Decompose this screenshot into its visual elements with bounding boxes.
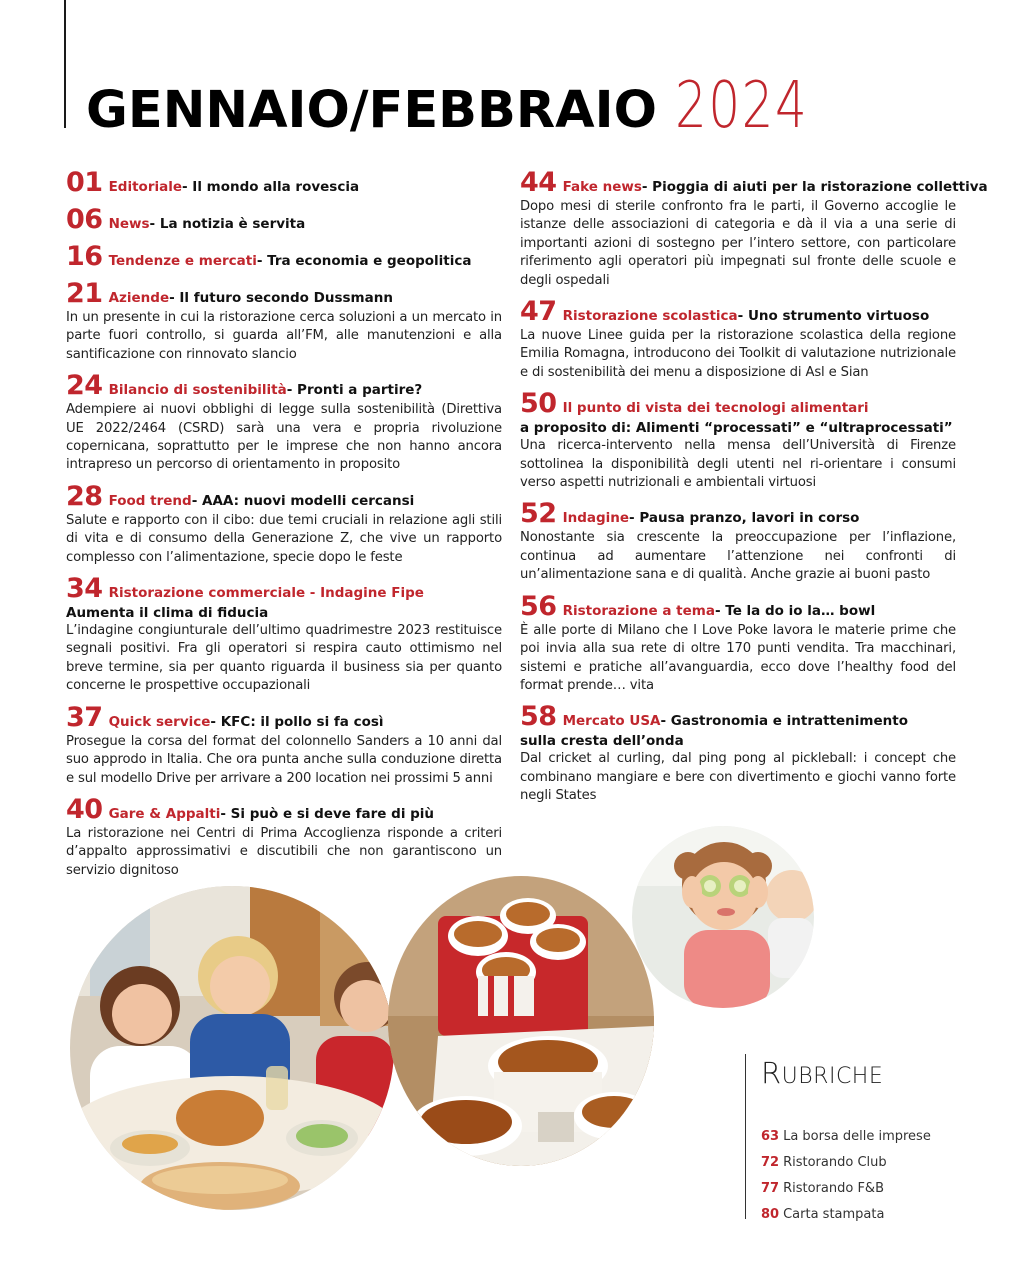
rubriche-rule: [745, 1054, 746, 1219]
toc-article-title: - Il mondo alla rovescia: [182, 179, 360, 195]
rubriche-label: Ristorando Club: [783, 1155, 887, 1170]
toc-entry[interactable]: [520, 167, 988, 290]
toc-article-summary: Una ricerca-intervento nella mensa dell’Università di Firenze sottolinea la disponibilità degli utenti nel ri-orientare i consumi verso aspetti nutrizionali e ambientali virtuosi: [520, 438, 956, 491]
rubriche-item[interactable]: [761, 1150, 931, 1176]
rubriche-label: Carta stampata: [783, 1207, 885, 1222]
toc-page-number: 21: [66, 278, 103, 309]
toc-entry-heading: [520, 592, 956, 622]
toc-page-number: 34: [66, 573, 103, 605]
toc-page-number: 56: [520, 590, 557, 622]
toc-entry[interactable]: [520, 297, 956, 382]
toc-section-name: Bilancio di sostenibilità: [108, 382, 287, 399]
toc-entry[interactable]: [66, 482, 502, 567]
toc-page-number: 40: [66, 793, 103, 825]
toc-entry-heading: [66, 168, 502, 198]
fried-chicken-buckets-photo: [388, 876, 654, 1166]
toc-section-name: Mercato USA: [562, 713, 661, 730]
toc-entry[interactable]: [66, 242, 502, 272]
toc-article-title: - Si può e si deve fare di più: [220, 805, 435, 822]
toc-entry-heading: [66, 371, 502, 401]
toc-entry[interactable]: [520, 702, 956, 805]
toc-section-name: News: [108, 216, 150, 232]
toc-article-summary: Nonostante sia crescente la preoccupazione per l’inflazione, continua ad aumentare l’attenzione nei confronti di un’alimentazione sana e di qualità. Anche grazie ai buoni pasto: [520, 530, 956, 583]
rubriche-item[interactable]: [761, 1202, 931, 1228]
toc-article-summary: La nuove Linee guida per la ristorazione scolastica della regione Emilia Romagna, introducono dei Toolkit di valutazione nutrizionale e di sostenibilità dei menu a disposizione di Asl e Sian: [520, 328, 956, 380]
toc-page-number: 28: [66, 480, 103, 512]
toc-section-name: Gare & Appalti: [108, 805, 221, 822]
toc-article-title: - Uno strumento virtuoso: [737, 308, 930, 325]
toc-article-title: - Pronti a partire?: [286, 382, 423, 399]
toc-entry-heading: [66, 279, 502, 309]
header-rule: [64, 0, 66, 128]
toc-entry[interactable]: [66, 205, 502, 235]
toc-entry-heading: [520, 297, 956, 327]
toc-article-summary: È alle porte di Milano che I Love Poke lavora le materie prime che poi invia alla sua rete di oltre 170 punti vendita. Tra macchinari, sistemi e pratiche all’avanguardia, ecco dove l’healthy food del format prende… vita: [520, 622, 956, 693]
toc-article-title: - KFC: il pollo si fa così: [210, 713, 384, 730]
toc-left-column: [66, 168, 502, 887]
rubriche-item[interactable]: [761, 1124, 931, 1150]
toc-entry[interactable]: [66, 168, 502, 198]
toc-right-column: [520, 167, 988, 813]
toc-section-name: Aziende: [108, 290, 170, 306]
rubriche-label: La borsa delle imprese: [783, 1129, 931, 1144]
toc-article-summary: In un presente in cui la ristorazione cerca soluzioni a un mercato in parte fuori controllo, si guarda all’FM, alle manutenzioni e alla santificazione con rinnovato slancio: [66, 310, 502, 362]
toc-page-number: 50: [520, 388, 557, 420]
toc-entry[interactable]: [520, 499, 956, 584]
toc-article-summary: Adempiere ai nuovi obblighi di legge sulla sostenibilità (Direttiva UE 2022/2464 (CSRD) sarà una vera e propria rivoluzione copernicana, soprattutto per le imprese che non hanno ancora intrapreso un percorso di orientamento in proposito: [66, 402, 502, 473]
toc-page-number: 37: [66, 701, 103, 733]
toc-page-number: 52: [520, 498, 557, 530]
toc-section-name: Editoriale: [108, 179, 182, 195]
toc-entry[interactable]: [66, 574, 502, 696]
toc-entry-heading: [66, 703, 502, 733]
toc-entry[interactable]: [520, 389, 956, 492]
rubriche-label: Ristorando F&B: [783, 1181, 884, 1196]
toc-section-name: Ristorazione commerciale - Indagine Fipe: [108, 585, 424, 602]
toc-article-title: - La notizia è servita: [149, 216, 306, 232]
toc-section-name: Fake news: [562, 179, 642, 195]
toc-section-name: Ristorazione scolastica: [562, 308, 738, 325]
toc-entry[interactable]: [66, 371, 502, 475]
toc-page-number: 01: [66, 167, 103, 198]
toc-entry-heading: [520, 389, 956, 419]
toc-section-name: Tendenze e mercati: [108, 253, 257, 269]
toc-page-number: 47: [520, 296, 557, 328]
toc-entry[interactable]: [66, 703, 502, 788]
toc-article-summary: L’indagine congiunturale dell’ultimo quadrimestre 2023 restituisce segnali positivi. Fra gli operatori si respira cauto ottimismo nel breve termine, sia per quanto riguarda il business sia per quanto concerne le prospettive occupazionali: [66, 623, 502, 694]
toc-article-subtitle: Aumenta il clima di fiducia: [66, 605, 269, 622]
toc-article-title: - Pioggia di aiuti per la ristorazione collettiva: [641, 179, 988, 195]
rubriche-page-number: 72: [761, 1155, 780, 1170]
toc-article-title: - Tra economia e geopolitica: [256, 253, 472, 269]
toc-article-title: - Il futuro secondo Dussmann: [169, 290, 393, 306]
toc-entry-heading: [66, 795, 502, 825]
toc-entry[interactable]: [66, 795, 502, 880]
masthead: [86, 66, 906, 146]
toc-article-title: - Te la do io la… bowl: [714, 602, 876, 619]
rubriche-title-initial: R: [761, 1056, 782, 1090]
toc-section-name: Il punto di vista dei tecnologi alimentari: [562, 400, 869, 417]
toc-article-title: - AAA: nuovi modelli cercansi: [191, 492, 415, 509]
toc-article-summary: Dal cricket al curling, dal ping pong al pickleball: i concept che combinano mangiare e bere con divertimento e giochi vanno forte negli States: [520, 751, 956, 804]
toc-page-number: 44: [520, 167, 557, 198]
toc-section-name: Food trend: [108, 492, 192, 509]
rubriche-title: [761, 1056, 883, 1090]
toc-entry-heading: [520, 167, 988, 198]
rubriche-item[interactable]: [761, 1176, 931, 1202]
family-dinner-photo: [70, 886, 394, 1210]
toc-article-subtitle: a proposito di: Alimenti “processati” e “ultraprocessati”: [520, 420, 953, 437]
toc-entry[interactable]: [66, 279, 502, 364]
toc-article-title: - Gastronomia e intrattenimento: [660, 713, 908, 730]
rubriche-list: [761, 1124, 931, 1228]
toc-entry-heading: [66, 242, 502, 272]
toc-page-number: 58: [520, 701, 557, 733]
toc-entry-heading: [520, 702, 956, 732]
toc-article-subtitle: sulla cresta dell’onda: [520, 733, 684, 750]
toc-entry-heading: [66, 482, 502, 512]
toc-section-name: Ristorazione a tema: [562, 602, 715, 619]
toc-entry[interactable]: [520, 592, 956, 696]
toc-entry-heading: [66, 205, 502, 235]
rubriche-page-number: 80: [761, 1207, 780, 1222]
toc-page-number: 06: [66, 204, 103, 235]
rubriche-title-rest: UBRICHE: [781, 1064, 884, 1089]
toc-article-summary: La ristorazione nei Centri di Prima Accoglienza risponde a criteri d’appalto approssimativi e discutibili che non garantiscono un servizio dignitoso: [66, 825, 502, 878]
toc-article-summary: Dopo mesi di sterile confronto fra le parti, il Governo accoglie le istanze delle associazioni di categoria e dà il via a una serie di importanti azioni di sostegno per l’intero settore, con particolare riferimento agli operatori più impegnati sul fronte delle scuole e degli ospedali: [520, 199, 956, 288]
rubriche-page-number: 77: [761, 1181, 780, 1196]
toc-article-title: - Pausa pranzo, lavori in corso: [629, 510, 860, 527]
toc-entry-heading: [520, 499, 956, 529]
toc-entry-heading: [66, 574, 502, 604]
toc-section-name: Indagine: [562, 510, 630, 527]
rubriche-page-number: 63: [761, 1129, 780, 1144]
toc-page-number: 24: [66, 370, 103, 402]
toc-page-number: 16: [66, 241, 103, 272]
issue-months: GENNAIO/FEBBRAIO: [86, 81, 657, 140]
toc-section-name: Quick service: [108, 713, 211, 730]
child-cucumber-photo: [632, 826, 814, 1008]
toc-article-summary: Salute e rapporto con il cibo: due temi cruciali in relazione agli stili di vita e di consumo della Generazione Z, che vive un rapporto complesso con l’alimentazione, specie dopo le feste: [66, 512, 502, 565]
issue-year: 2024: [675, 69, 809, 143]
toc-article-summary: Prosegue la corsa del format del colonnello Sanders a 10 anni dal suo approdo in Italia. Che ora punta anche sulla conduzione diretta e sul modello Drive per arrivare a 200 location nei prossimi 5 anni: [66, 733, 502, 786]
